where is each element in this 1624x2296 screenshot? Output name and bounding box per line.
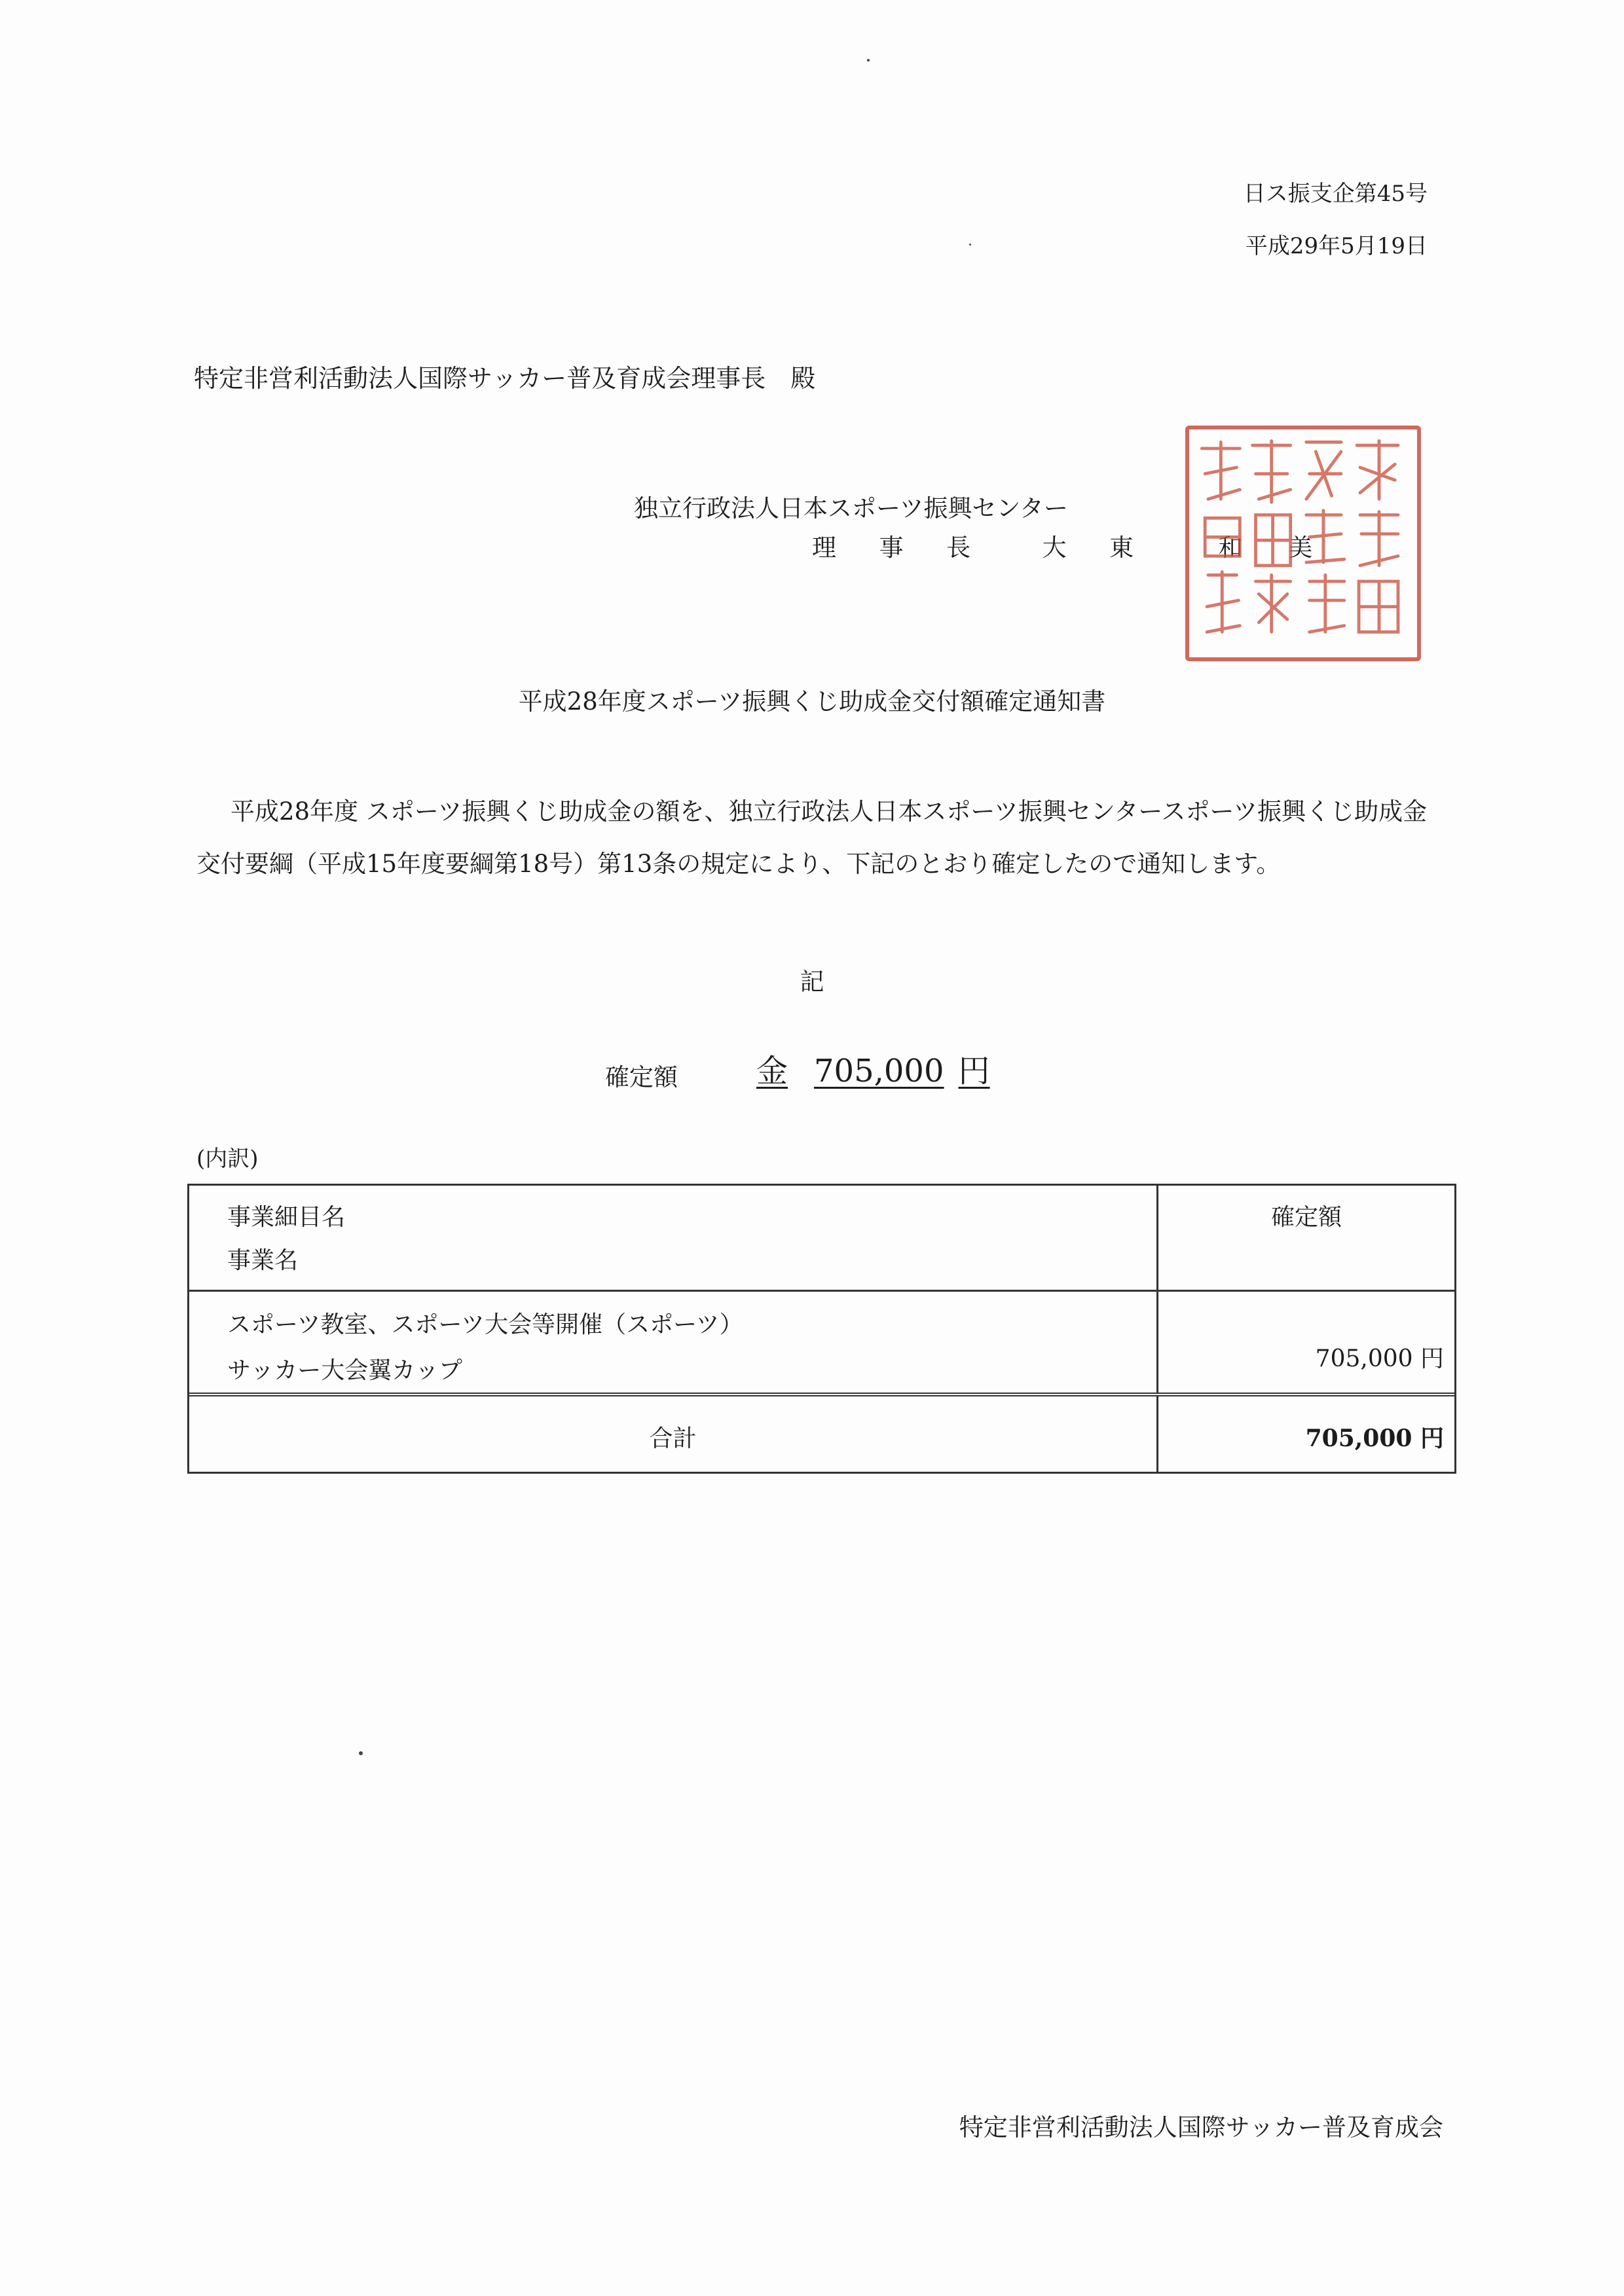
total-label: 合計 [649,1425,697,1452]
total-amount: 705,000 円 [1305,1425,1444,1452]
confirmed-amount [756,1053,990,1091]
table-total-row [189,1396,1454,1472]
table-header-cell [189,1186,1158,1290]
breakdown-table [187,1184,1456,1474]
row-sub-item: スポーツ教室、スポーツ大会等開催（スポーツ） [227,1311,743,1338]
scan-speck [969,244,971,246]
header-amount: 確定額 [1270,1204,1342,1231]
row-amount: 705,000 円 [1315,1345,1444,1372]
sender-name-char: 大 [1042,534,1068,562]
table-header-row [189,1186,1454,1292]
document-title: 平成28年度スポーツ振興くじ助成金交付額確定通知書 [518,687,1106,716]
table-cell [1158,1292,1454,1393]
header-item: 事業名 [227,1247,299,1274]
row-item: サッカー大会翼カップ [227,1357,462,1384]
document-date: 平成29年5月19日 [1245,233,1428,259]
sender-name-char: 美 [1288,534,1314,562]
amount-unit: 円 [958,1053,990,1089]
sender-title-char: 事 [879,534,905,562]
confirmed-amount-label: 確定額 [605,1063,678,1091]
document-number: 日ス振支企第45号 [1243,181,1428,207]
table-header-cell [1158,1186,1454,1290]
sender-organization: 独立行政法人日本スポーツ振興センター [634,494,1069,522]
sender-title-char: 理 [812,534,838,562]
ki-heading: 記 [800,968,824,996]
recipient: 特定非営利活動法人国際サッカー普及育成会理事長 殿 [194,364,816,393]
footer-organization: 特定非営利活動法人国際サッカー普及育成会 [959,2113,1443,2141]
breakdown-label: (内訳) [196,1146,259,1172]
official-seal-stamp [1185,426,1421,661]
amount-value: 705,000 [814,1053,944,1089]
scan-speck [359,1751,363,1755]
table-cell [189,1396,1158,1472]
header-sub-item: 事業細目名 [227,1204,346,1231]
amount-prefix: 金 [756,1053,788,1089]
table-cell [1158,1396,1454,1472]
body-paragraph: 平成28年度 スポーツ振興くじ助成金の額を、独立行政法人日本スポーツ振興センタースポーツ振興くじ助成金交付要綱（平成15年度要綱第18号）第13条の規定により、下記のとおり確定したので通知します。 [196,797,1428,878]
sender-name-char: 和 [1218,534,1244,562]
sender-title-char: 長 [946,534,972,562]
sender-name-char: 東 [1109,534,1135,562]
table-cell [189,1292,1158,1393]
scan-speck [867,59,870,62]
table-row [189,1292,1454,1396]
